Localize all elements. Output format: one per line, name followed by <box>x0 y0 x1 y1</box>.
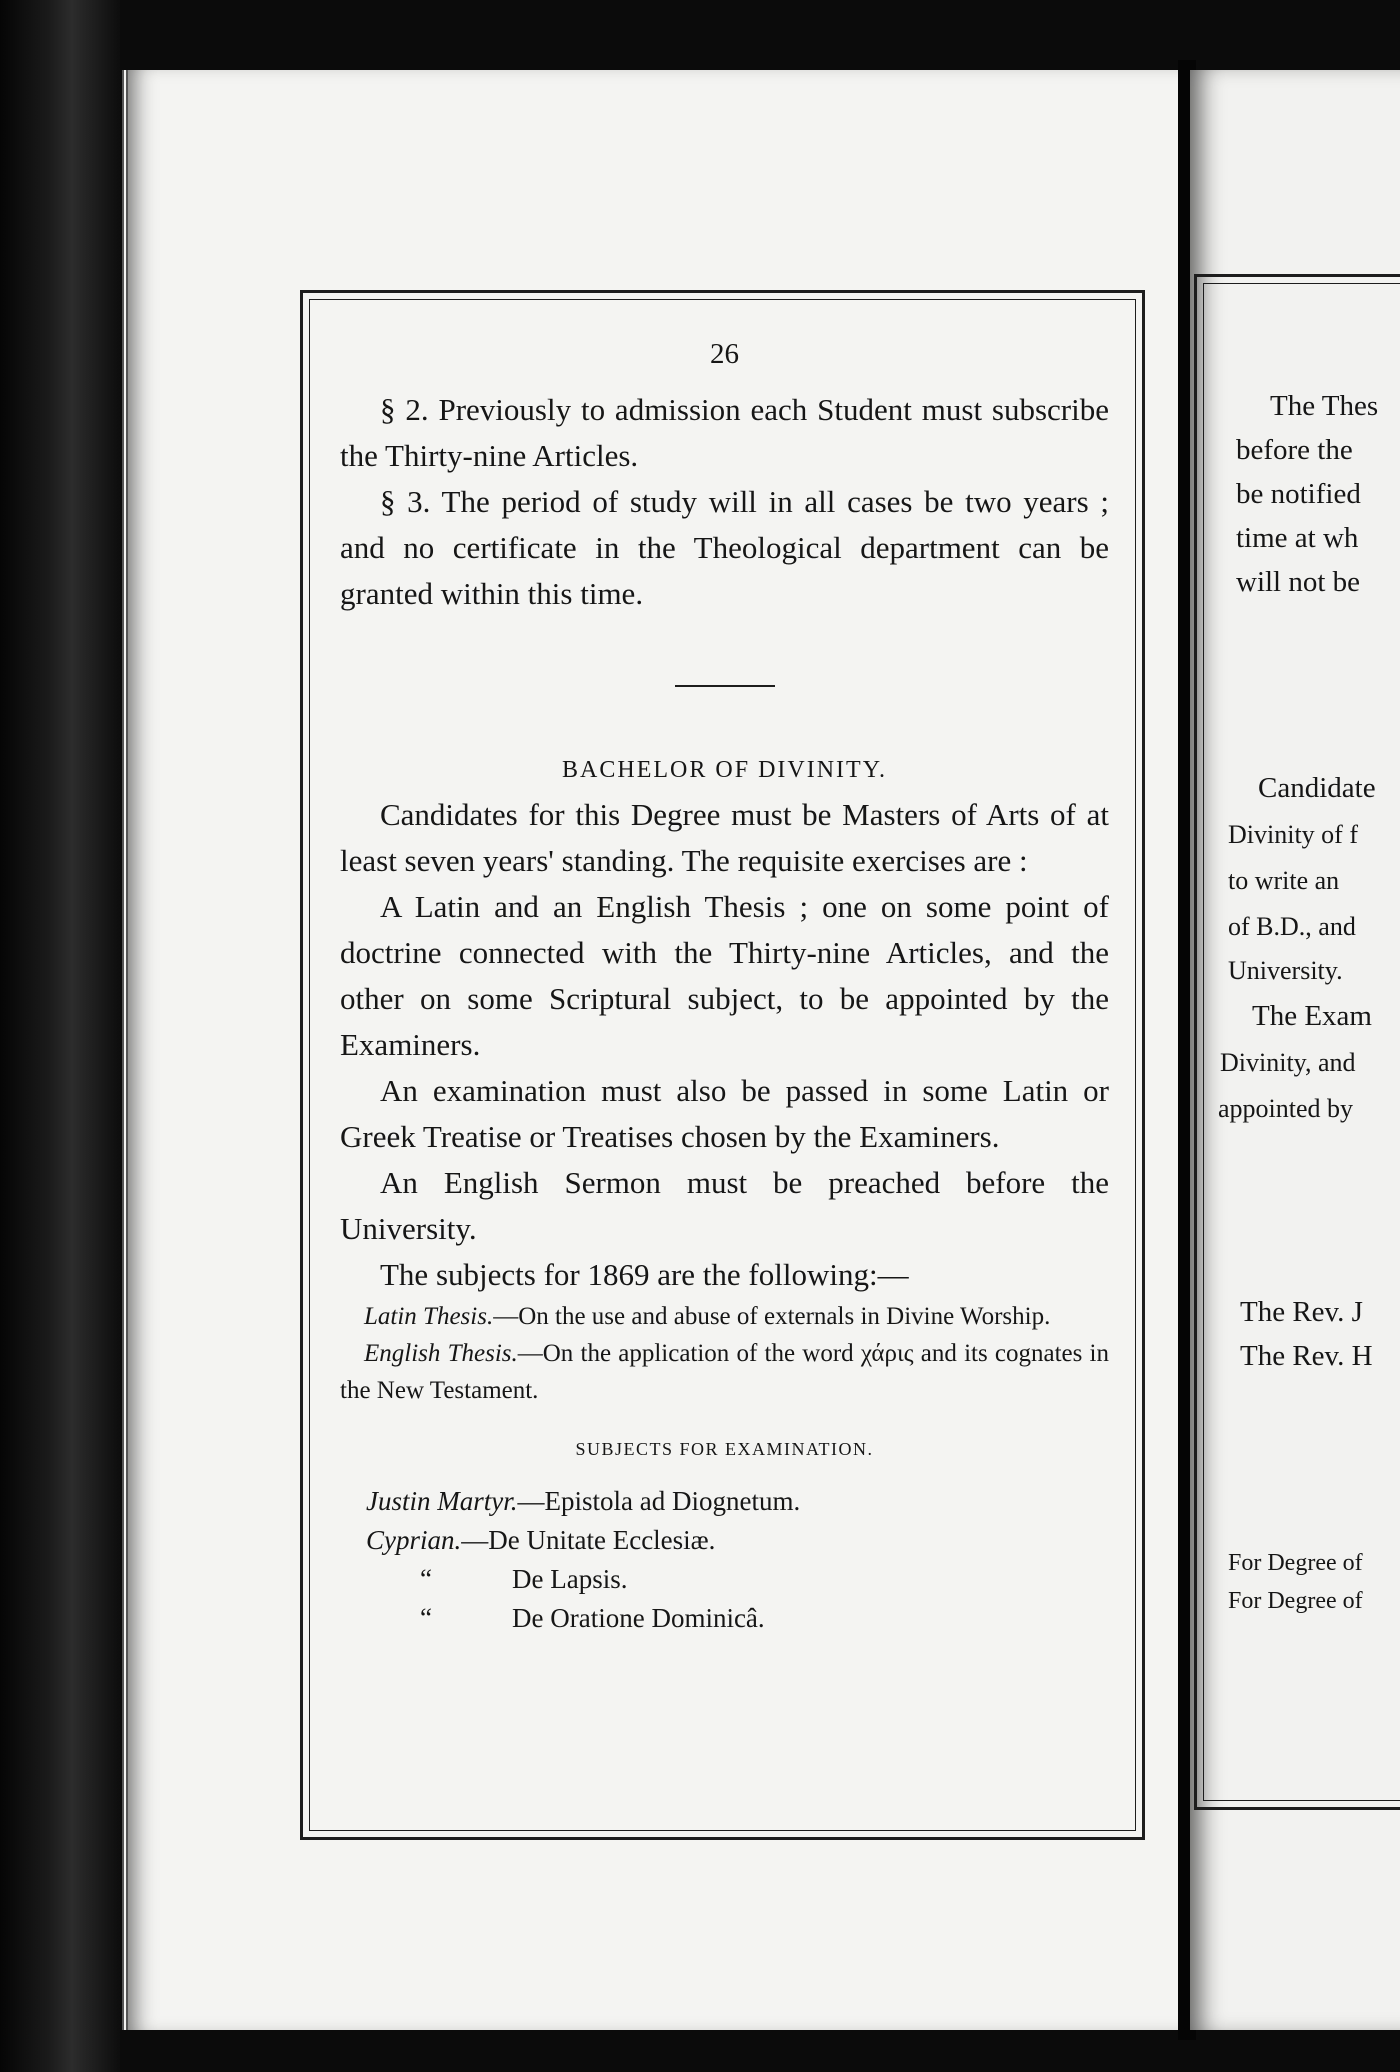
facing-page-line: The Thes <box>1270 390 1379 422</box>
paragraph-subjects-intro: The subjects for 1869 are the following:— <box>380 1257 909 1292</box>
english-thesis <box>340 1335 1109 1409</box>
facing-page-line: The Exam <box>1252 1000 1372 1032</box>
facing-page-line: For Degree of <box>1228 1588 1363 1614</box>
degree-title: BACHELOR OF DIVINITY. <box>562 757 887 783</box>
latin-thesis <box>340 1298 1109 1335</box>
facing-page-line: time at wh <box>1236 522 1359 554</box>
facing-page-line: of B.D., and <box>1228 912 1356 941</box>
paragraph-candidates: Candidates for this Degree must be Masters of Arts of at least seven years' standing. The requisite exercises are : <box>340 797 1109 878</box>
subject-author: Justin Martyr. <box>366 1486 518 1516</box>
page-border <box>300 290 1145 1840</box>
facing-page-line: appointed by <box>1218 1094 1354 1123</box>
facing-page-line: Divinity, and <box>1220 1048 1356 1077</box>
facing-page-line: The Rev. J <box>1240 1296 1363 1328</box>
subject-work: —De Unitate Ecclesiæ. <box>461 1525 716 1555</box>
section-2: § 2. Previously to admission each Student must subscribe the Thirty-nine Articles. <box>340 392 1109 473</box>
subject-row <box>340 1599 1109 1638</box>
facing-page-line: will not be <box>1236 566 1361 598</box>
book-binding <box>0 0 120 2072</box>
subject-row <box>340 1560 1109 1599</box>
subject-row <box>340 1521 1109 1560</box>
subject-author: Cyprian. <box>366 1525 462 1555</box>
page-content <box>340 338 1109 1638</box>
section-3: § 3. The period of study will in all cases be two years ; and no certificate in the Theological department can be granted within this time. <box>340 484 1109 611</box>
latin-thesis-label: Latin Thesis. <box>364 1303 494 1330</box>
subject-work: De Oratione Dominicâ. <box>512 1603 765 1633</box>
ditto-mark: “ <box>420 1603 432 1633</box>
exam-subjects-title: SUBJECTS FOR EXAMINATION. <box>575 1439 874 1459</box>
facing-page-line: Divinity of f <box>1228 820 1358 849</box>
latin-thesis-text: —On the use and abuse of externals in Divine Worship. <box>493 1303 1051 1330</box>
paragraph-examination: An examination must also be passed in some Latin or Greek Treatise or Treatises chosen by the Examiners. <box>340 1073 1109 1154</box>
facing-page-line: For Degree of <box>1228 1550 1363 1576</box>
subject-work: De Lapsis. <box>512 1564 628 1594</box>
subject-row <box>340 1482 1109 1521</box>
facing-page-line: to write an <box>1228 866 1340 895</box>
page-number: 26 <box>710 338 739 370</box>
subject-work: —Epistola ad Diognetum. <box>517 1486 801 1516</box>
english-thesis-text: —On the application of the word χάρις and its cognates in the New Testament. <box>340 1340 1109 1404</box>
english-thesis-label: English Thesis. <box>364 1340 518 1367</box>
facing-page-line: The Rev. H <box>1240 1340 1373 1372</box>
facing-page-line: Candidate <box>1258 772 1376 804</box>
facing-page-line: before the <box>1236 434 1353 466</box>
page-border-inner <box>309 299 1136 1831</box>
ditto-mark: “ <box>420 1564 432 1594</box>
facing-page-line: University. <box>1228 956 1343 985</box>
section-divider <box>675 685 775 687</box>
paragraph-sermon: An English Sermon must be preached before the University. <box>340 1165 1109 1246</box>
facing-page-line: be notified <box>1236 478 1361 510</box>
paragraph-thesis: A Latin and an English Thesis ; one on some point of doctrine connected with the Thirty-nine Articles, and the other on some Scriptural subject, to be appointed by the Examiners. <box>340 889 1109 1062</box>
